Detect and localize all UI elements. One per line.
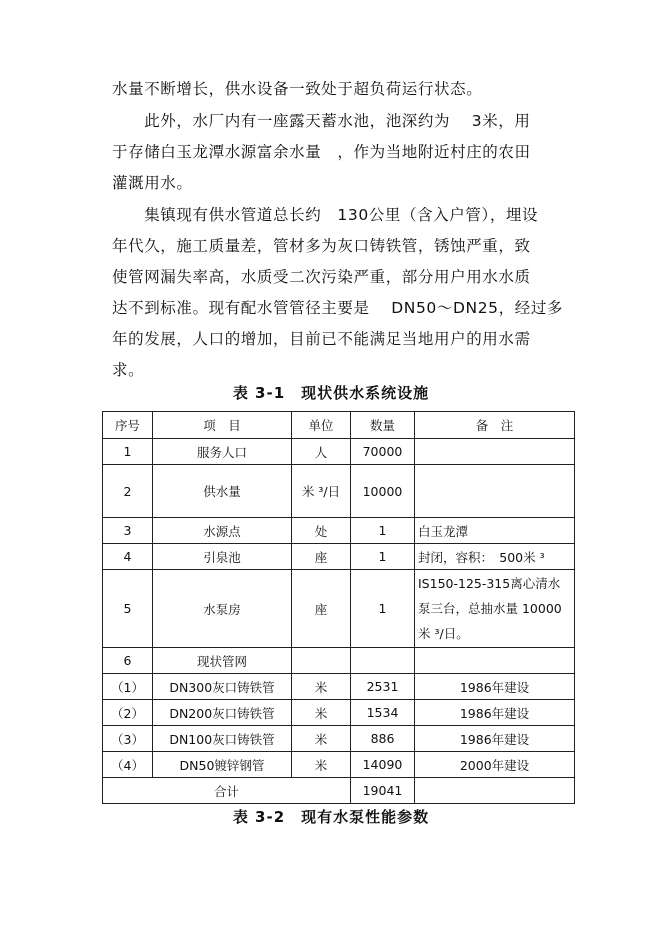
cell-qty: 10000 <box>351 465 415 518</box>
table-row <box>103 465 575 518</box>
cell-item: 现状管网 <box>153 648 292 674</box>
table-row <box>103 752 575 778</box>
cell-item: DN300灰口铸铁管 <box>153 674 292 700</box>
table-row <box>103 726 575 752</box>
header-unit: 单位 <box>292 412 351 439</box>
cell-no: 6 <box>103 648 153 674</box>
cell-unit: 米 <box>292 674 351 700</box>
cell-item: DN100灰口铸铁管 <box>153 726 292 752</box>
cell-item: DN200灰口铸铁管 <box>153 700 292 726</box>
cell-note: 封闭，容积： 500米 ³ <box>415 544 575 570</box>
cell-qty: 886 <box>351 726 415 752</box>
header-no: 序号 <box>103 412 153 439</box>
text-line: 灌溉用水。 <box>112 174 193 192</box>
table-row <box>103 518 575 544</box>
cell-note: IS150-125-315离心清水泵三台，总抽水量 10000米 ³/日。 <box>415 570 575 648</box>
cell-note <box>415 648 575 674</box>
table-caption-3-1: 表 3-1 现状供水系统设施 <box>232 384 430 402</box>
cell-unit <box>292 648 351 674</box>
cell-qty: 1534 <box>351 700 415 726</box>
text-line: 此外，水厂内有一座露天蓄水池，池深约为 3米，用 <box>112 112 531 130</box>
cell-qty: 14090 <box>351 752 415 778</box>
cell-no: （2） <box>103 700 153 726</box>
total-qty: 19041 <box>351 778 415 804</box>
cell-no: 1 <box>103 439 153 465</box>
cell-note: 1986年建设 <box>415 700 575 726</box>
table-row <box>103 570 575 648</box>
total-note <box>415 778 575 804</box>
table-row <box>103 674 575 700</box>
cell-note: 1986年建设 <box>415 726 575 752</box>
cell-qty: 70000 <box>351 439 415 465</box>
cell-unit: 米 <box>292 726 351 752</box>
cell-note <box>415 465 575 518</box>
table-row <box>103 700 575 726</box>
text-line: 水量不断增长，供水设备一致处于超负荷运行状态。 <box>112 80 483 98</box>
cell-qty: 2531 <box>351 674 415 700</box>
text-line: 年代久，施工质量差，管材多为灰口铸铁管，锈蚀严重，致 <box>112 237 531 255</box>
text-line: 达不到标准。现有配水管管径主要是 DN50～DN25，经过多 <box>112 299 564 317</box>
text-line: 集镇现有供水管道总长约 130公里（含入户管），埋设 <box>112 206 539 224</box>
cell-note <box>415 439 575 465</box>
cell-unit: 米 ³/日 <box>292 465 351 518</box>
table-row <box>103 439 575 465</box>
cell-item: 引泉池 <box>153 544 292 570</box>
table-header-row <box>103 412 575 439</box>
cell-qty: 1 <box>351 544 415 570</box>
paragraph-1 <box>112 74 562 105</box>
cell-unit: 处 <box>292 518 351 544</box>
table-row <box>103 648 575 674</box>
cell-no: 4 <box>103 544 153 570</box>
cell-item: 服务人口 <box>153 439 292 465</box>
cell-item: DN50镀锌钢管 <box>153 752 292 778</box>
text-line: 年的发展，人口的增加，目前已不能满足当地用户的用水需 <box>112 330 531 348</box>
header-note: 备 注 <box>415 412 575 439</box>
cell-note: 白玉龙潭 <box>415 518 575 544</box>
cell-no: （3） <box>103 726 153 752</box>
facilities-table <box>102 411 575 804</box>
cell-no: （4） <box>103 752 153 778</box>
cell-item: 水泵房 <box>153 570 292 648</box>
cell-no: 3 <box>103 518 153 544</box>
cell-unit: 座 <box>292 570 351 648</box>
cell-no: 2 <box>103 465 153 518</box>
text-line: 使管网漏失率高，水质受二次污染严重，部分用户用水水质 <box>112 268 531 286</box>
cell-qty: 1 <box>351 570 415 648</box>
table-total-row <box>103 778 575 804</box>
text-line: 于存储白玉龙潭水源富余水量 ，作为当地附近村庄的农田 <box>112 143 531 161</box>
cell-unit: 米 <box>292 700 351 726</box>
cell-unit: 米 <box>292 752 351 778</box>
cell-qty <box>351 648 415 674</box>
header-qty: 数量 <box>351 412 415 439</box>
header-item: 项 目 <box>153 412 292 439</box>
table-row <box>103 544 575 570</box>
cell-item: 水源点 <box>153 518 292 544</box>
table-caption-3-2: 表 3-2 现有水泵性能参数 <box>232 808 430 826</box>
cell-item: 供水量 <box>153 465 292 518</box>
cell-note: 1986年建设 <box>415 674 575 700</box>
paragraph-3 <box>112 200 562 386</box>
cell-unit: 人 <box>292 439 351 465</box>
cell-no: （1） <box>103 674 153 700</box>
text-line: 求。 <box>112 361 145 379</box>
cell-unit: 座 <box>292 544 351 570</box>
total-label: 合计 <box>103 778 351 804</box>
cell-qty: 1 <box>351 518 415 544</box>
cell-no: 5 <box>103 570 153 648</box>
paragraph-2 <box>112 106 562 199</box>
cell-note: 2000年建设 <box>415 752 575 778</box>
